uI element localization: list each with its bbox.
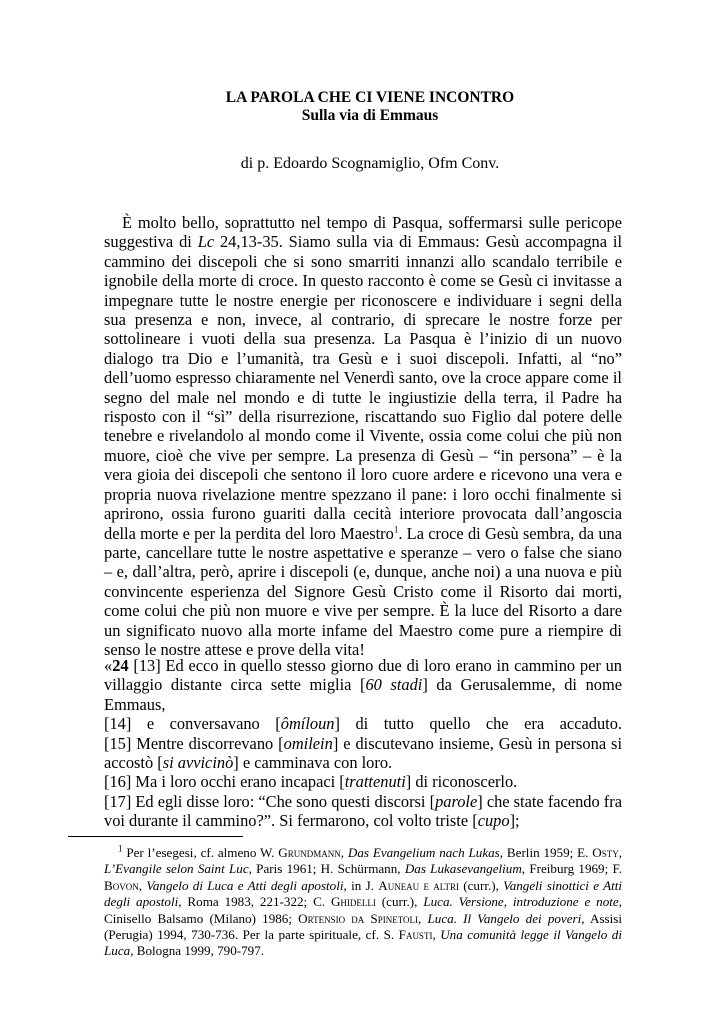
gospel-text: voi durante il cammino?”. Si fermarono, col volto triste [ <box>104 811 478 831</box>
footnote-text: , in J. <box>343 877 379 893</box>
gospel-line: Emmaus, <box>104 694 166 714</box>
gospel-text: [17] Ed egli disse loro: “Che sono questi discorsi [ <box>104 791 436 811</box>
chapter-number: 24 <box>112 656 129 675</box>
footnote-reference[interactable]: 1 <box>393 524 399 535</box>
intro-text-a: È molto bello, soprattutto nel tempo di Pasqua, soffermarsi sulle pericope suggestiva di <box>104 213 622 252</box>
gospel-line <box>104 734 622 753</box>
footnote-text: , Bologna 1999, 790-797. <box>130 943 265 959</box>
gospel-line <box>104 753 622 772</box>
cited-title: Vangeli sinottici e Atti degli apostoli <box>104 877 623 910</box>
author-line: di p. Edoardo Scognamiglio, Ofm Conv. <box>240 155 500 172</box>
gloss-term: parole <box>435 791 478 811</box>
cited-title: Luca. Versione, introduzione e note <box>423 894 619 910</box>
gospel-text: ]; <box>509 811 520 831</box>
gloss-term: 60 stadi <box>365 675 423 695</box>
gospel-text: [15] Mentre discorrevano [ <box>104 733 284 753</box>
footnote-text: (curr.), <box>458 877 504 893</box>
footnote-text: (curr.), <box>375 894 424 910</box>
cited-author: Grundmann <box>278 845 341 860</box>
page-subtitle: Sulla via di Emmaus <box>301 107 439 124</box>
gloss-term: cupo <box>477 811 510 831</box>
footnote-text: , <box>138 877 147 893</box>
intro-text-b: 24,13-35. Siamo sulla via di Emmaus: Gesù accompagna il cammino dei discepoli che si sono smarriti innanzi allo scandalo terribile e ignobile della morte di croce. In questo racconto è come se Gesù ci invitasse a impegnare tutte le nostre energie per riconoscere e individuare i segni della sua presenza e non, invece, al contrario, di sprecare le nostre forze per sottolineare i vuoti della sua presenza. La Pasqua è l’inizio di un nuovo dialogo tra Dio e l’umanità, tra Gesù e i suoi discepoli. Infatti, al “no” dell’uomo espresso chiaramente nel Venerdì santo, ove la croce appare come il segno del male nel mondo e di tutte le ingiustizie della terra, il Padre ha risposto con il “sì” della risurrezione, riscattando suo Figlio dal potere delle tenebre e rivelandolo al mondo come il Vivente, ossia come colui che più non muore, cioè che vive per sempre. La presenza di Gesù – “in persona” – è la vera gioia dei discepoli che sentono il loro cuore ardere e ricevono una vera e propria nuova rivelazione mentre spezzano il pane: i loro occhi finalmente si aprirono, ossia furono guariti dalla cecità interiore provocata dall’angoscia della morte e per la perdita del loro Maestro <box>104 232 623 543</box>
gospel-line <box>104 714 622 733</box>
footnote-text: , Cinisello Balsamo (Milano) 1986; <box>104 894 623 926</box>
footnote-text: , <box>340 845 348 860</box>
footnote-divider <box>68 836 243 837</box>
cited-title: Das Evangelium nach Lukas <box>347 845 500 860</box>
gospel-passage <box>104 656 622 831</box>
footnote-text: Per l’esegesi, cf. almeno W. <box>122 845 279 860</box>
gospel-text: ] e discutevano insieme, Gesù in persona si <box>332 733 622 753</box>
footnote-text: , Paris 1961; H. Schürmann, <box>248 861 405 877</box>
gospel-text: villaggio distante circa sette miglia [ <box>104 675 366 695</box>
intro-paragraph <box>104 213 622 659</box>
cited-author: Bovon <box>104 877 139 893</box>
gospel-text: ] che state facendo fra <box>477 791 622 811</box>
cited-author: Fausti <box>398 927 433 943</box>
gospel-text: [16] Ma i loro occhi erano incapaci [ <box>104 772 345 792</box>
gloss-term: trattenuti <box>344 772 406 792</box>
intro-lc-ref: Lc <box>197 232 215 252</box>
cited-title: Luca. Il Vangelo dei poveri <box>427 910 582 926</box>
cited-title: Una comunità legge il Vangelo di Luca <box>104 927 622 959</box>
gospel-text: ] di riconoscerlo. <box>405 772 518 792</box>
intro-text-c: . La croce di Gesù sembra, da una parte, cancellare tutte le nostre aspettative e speranze – vero o false che siano – e, dall’altra, però, aprire i discepoli (e, dunque, anche noi) a una nuova e più convincente esperienza del Signore Gesù Cristo come il Risorto dai morti, come colui che più non muore e vive per sempre. È la luce del Risorto a dare un significato nuovo alla morte infame del Maestro come pure a riempire di senso le nostre attese e prove della vita! <box>104 523 622 659</box>
cited-title: Das Lukasevangelium <box>404 861 522 877</box>
gospel-text: [14] e conversavano [ <box>104 714 281 734</box>
cited-author: Auneau e altri <box>378 877 459 893</box>
cited-title: L’Evangile selon Saint Luc <box>104 861 249 877</box>
footnote-text: , Freiburg 1969; F. <box>521 861 622 877</box>
gospel-line <box>104 772 622 791</box>
gospel-text: [13] Ed ecco in quello stesso giorno due di loro erano in cammino per un <box>128 656 622 675</box>
gospel-text: accostò [ <box>104 753 163 773</box>
gloss-term: si avvicinò <box>162 753 234 773</box>
footnote <box>104 845 622 960</box>
cited-author: Osty <box>592 845 619 860</box>
gospel-text: ] da Gerusalemme, di nome <box>422 675 622 695</box>
gloss-term: omilein <box>283 733 333 753</box>
cited-author: Ghidelli <box>330 894 376 910</box>
gospel-line <box>104 675 622 694</box>
footnote-text: , Berlin 1959; E. <box>499 845 593 860</box>
page-title: LA PAROLA CHE CI VIENE INCONTRO <box>225 89 515 106</box>
gospel-line <box>104 792 622 811</box>
open-quote: « <box>104 656 113 675</box>
footnote-text: , Assisi (Perugia) 1994, 730-736. Per la parte spirituale, cf. S. <box>104 910 623 943</box>
footnote-number: 1 <box>118 843 123 854</box>
footnote-text: , <box>618 845 623 860</box>
cited-title: Vangelo di Luca e Atti degli apostoli <box>146 877 344 893</box>
gospel-text: ] e camminava con loro. <box>233 753 393 773</box>
cited-author: Ortensio da Spinetoli <box>298 910 419 926</box>
gospel-text: ] di tutto quello che era accaduto. <box>334 714 622 734</box>
footnote-text: , <box>418 910 428 926</box>
gospel-line <box>104 811 622 830</box>
gloss-term: ômíloun <box>280 714 335 734</box>
footnote-text: , <box>432 927 441 943</box>
gospel-line <box>104 656 622 675</box>
footnote-text: , Roma 1983, 221-322; C. <box>178 894 331 910</box>
